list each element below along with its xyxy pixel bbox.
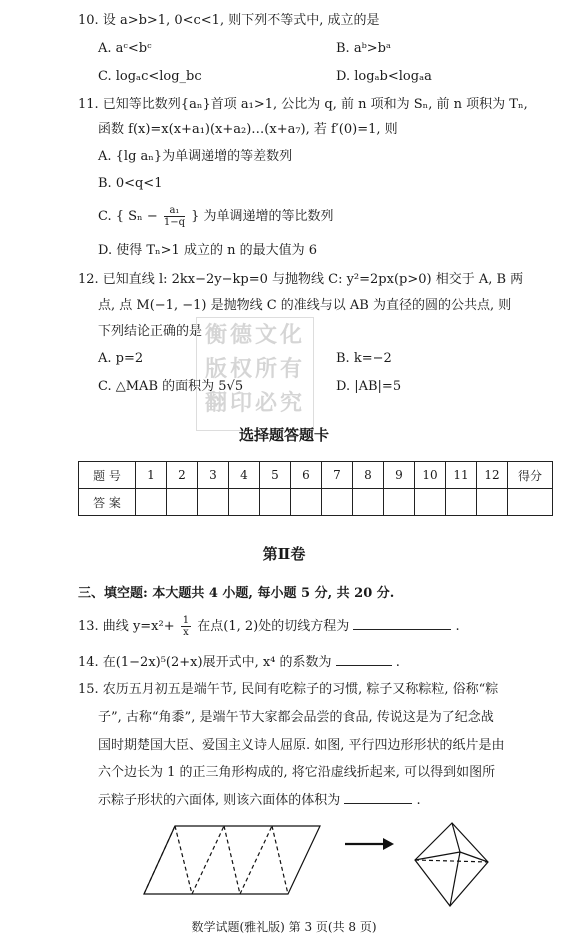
q10-option-b: B. aᵇ>bᵃ: [336, 41, 391, 56]
q11-option-c-pre: C. { Sₙ −: [98, 209, 158, 224]
watermark-line3: 翻印必究: [204, 390, 305, 416]
q11-stem-line2: 函数 f(x)=x(x+a₁)(x+a₂)…(x+a₇), 若 f′(0)=1, 则: [98, 122, 398, 137]
q13-fraction: [181, 615, 191, 638]
answer-cell[interactable]: [322, 489, 353, 516]
q15-line3: 国时期楚国大臣、爱国主义诗人屈原. 如图, 平行四边形形状的纸片是由: [98, 738, 505, 753]
row-label-number: 题 号: [79, 462, 136, 489]
answer-cell[interactable]: [229, 489, 260, 516]
answer-cell[interactable]: [477, 489, 508, 516]
part2-title: 第Ⅱ卷: [262, 545, 306, 563]
number-cell: 5: [260, 462, 291, 489]
q14-answer-blank[interactable]: [336, 653, 392, 666]
number-cell: 7: [322, 462, 353, 489]
q12-option-b: B. k=−2: [336, 351, 392, 366]
hexahedron-drawing: [415, 823, 488, 906]
q15-line2: 子”, 古称“角黍”, 是端午节大家都会品尝的食品, 传说这是为了纪念战: [98, 710, 494, 725]
q10-stem: 10. 设 a>b>1, 0<c<1, 则下列不等式中, 成立的是: [78, 13, 380, 28]
q10-option-c: C. logₐc<log_bc: [98, 69, 202, 84]
number-cell: 10: [415, 462, 446, 489]
q10-option-a: A. aᶜ<bᶜ: [98, 41, 152, 56]
q12-stem-line1: 12. 已知直线 l: 2kx−2y−kp=0 与抛物线 C: y²=2px(p>0) 相交于 A, B 两: [78, 272, 524, 287]
answer-cell[interactable]: [446, 489, 477, 516]
fold-lines: [144, 826, 288, 894]
watermark-line1: 衡德文化: [204, 322, 305, 348]
score-cell[interactable]: [508, 489, 553, 516]
q13-answer-blank[interactable]: [353, 617, 451, 630]
q13-end: .: [455, 619, 460, 634]
q14: [78, 653, 400, 672]
answer-cell[interactable]: [136, 489, 167, 516]
q10-option-d: D. logₐb<logₐa: [336, 69, 432, 84]
section3-heading: 三、填空题: 本大题共 4 小题, 每小题 5 分, 共 20 分.: [78, 586, 395, 601]
page-footer: 数学试题(雅礼版) 第 3 页(共 8 页): [191, 920, 377, 934]
answer-cell[interactable]: [353, 489, 384, 516]
q13: [78, 614, 460, 640]
answer-card-title: 选择题答题卡: [238, 426, 329, 444]
score-label: 得分: [508, 462, 553, 489]
answer-card-answer-row: [79, 489, 553, 516]
q13-numerator: 1: [182, 615, 190, 626]
answer-cell[interactable]: [291, 489, 322, 516]
q13-pre: 13. 曲线 y=x²+: [78, 619, 175, 634]
q12-stem-line2: 点, 点 M(−1, −1) 是抛物线 C 的准线与以 AB 为直径的圆的公共点, 则: [98, 298, 512, 313]
q15-line4: 六个边长为 1 的正三角形构成的, 将它沿虚线折起来, 可以得到如图所: [98, 765, 496, 780]
q11-option-c-post: } 为单调递增的等比数列: [191, 209, 334, 224]
q14-end: .: [395, 655, 400, 670]
number-cell: 1: [136, 462, 167, 489]
q12-option-a: A. p=2: [98, 351, 144, 366]
number-cell: 9: [384, 462, 415, 489]
q12-stem-line3: 下列结论正确的是: [98, 324, 203, 339]
number-cell: 3: [198, 462, 229, 489]
q15-line5-text: 示粽子形状的六面体, 则该六面体的体积为: [98, 793, 341, 808]
number-cell: 4: [229, 462, 260, 489]
q11-option-c-numerator: a₁: [164, 205, 185, 217]
answer-cell[interactable]: [198, 489, 229, 516]
arrow-icon: [345, 838, 394, 850]
q13-post: 在点(1, 2)处的切线方程为: [197, 619, 350, 634]
q15-line5: [98, 791, 421, 810]
q15-line1: 15. 农历五月初五是端午节, 民间有吃粽子的习惯, 粽子又称粽粒, 俗称“粽: [78, 682, 499, 697]
number-cell: 12: [477, 462, 508, 489]
copyright-watermark: [196, 317, 314, 431]
q11-option-c-denominator: 1−q: [163, 217, 186, 228]
answer-cell[interactable]: [167, 489, 198, 516]
q12-option-c: C. △MAB 的面积为 5√5: [98, 379, 244, 394]
q12-option-d: D. |AB|=5: [336, 379, 402, 394]
answer-cell[interactable]: [384, 489, 415, 516]
q13-denominator: x: [183, 627, 189, 638]
q11-option-c-fraction: [164, 205, 185, 228]
q11-option-c: [98, 203, 334, 231]
q11-stem-line1: 11. 已知等比数列{aₙ}首项 a₁>1, 公比为 q, 前 n 项和为 Sₙ, 前 n 项积为 Tₙ,: [78, 97, 528, 112]
answer-card-table: [78, 461, 553, 516]
q11-option-d: D. 使得 Tₙ>1 成立的 n 的最大值为 6: [98, 243, 317, 258]
q11-option-b: B. 0<q<1: [98, 176, 163, 191]
row-label-answer: 答 案: [79, 489, 136, 516]
answer-cell[interactable]: [260, 489, 291, 516]
watermark-line2: 版权所有: [204, 356, 305, 382]
number-cell: 6: [291, 462, 322, 489]
q15-end: .: [416, 793, 421, 808]
answer-card-number-row: [79, 462, 553, 489]
number-cell: 8: [353, 462, 384, 489]
answer-cell[interactable]: [415, 489, 446, 516]
q15-figure: [140, 822, 500, 912]
number-cell: 2: [167, 462, 198, 489]
number-cell: 11: [446, 462, 477, 489]
q11-option-a: A. {lg aₙ}为单调递增的等差数列: [98, 149, 293, 164]
q15-answer-blank[interactable]: [344, 791, 412, 804]
q14-text: 14. 在(1−2x)⁵(2+x)展开式中, x⁴ 的系数为: [78, 655, 332, 670]
